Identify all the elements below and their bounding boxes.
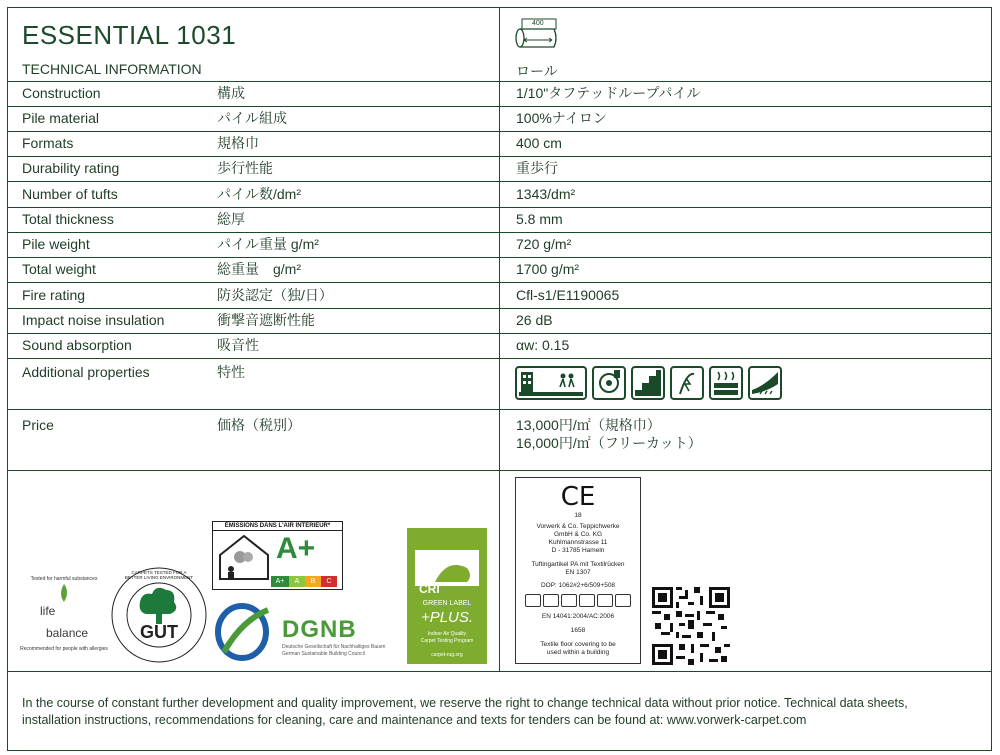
life-balance-bottom-text: Recommended for people with allergies — [20, 646, 108, 652]
scale-c: C — [321, 576, 337, 587]
row-label-en: Total weight — [22, 261, 96, 277]
row-value: 400 cm — [516, 135, 562, 151]
stairs-icon — [631, 366, 665, 400]
cri-logo-text: CRI — [419, 582, 440, 596]
ce-performance-icons — [516, 594, 640, 607]
ce-norm: EN 14041:2004/AC:2006 — [541, 613, 615, 620]
gut-text: GUT — [140, 622, 178, 642]
row-value: 1/10"タフテッドループパイル — [516, 85, 701, 101]
section-subtitle: TECHNICAL INFORMATION — [22, 61, 202, 77]
cri-plus-text: +PLUS. — [420, 609, 474, 626]
row-label-en: Pile material — [22, 110, 100, 126]
row-label-ja: 吸音性 — [217, 337, 259, 353]
row-value: 720 g/m² — [516, 236, 572, 252]
ce-usage1: Textile floor covering to be — [540, 641, 616, 648]
divider — [7, 81, 992, 82]
scale-a-plus: A+ — [271, 576, 289, 587]
ce-dop: DOP: 1062#2+6/509+508 — [540, 582, 616, 589]
price-row — [7, 417, 992, 451]
table-row — [7, 261, 992, 286]
table-row — [7, 287, 992, 312]
row-label-ja: 歩行性能 — [217, 160, 273, 176]
mini-icon — [597, 594, 613, 607]
ce-company2: GmbH & Co. KG — [553, 531, 603, 538]
cri-sub1: Indoor Air Quality — [427, 631, 467, 637]
divider — [7, 470, 992, 471]
row-value: 100%ナイロン — [516, 110, 607, 126]
mini-icon — [579, 594, 595, 607]
row-value: 重歩行 — [516, 160, 558, 176]
cri-sub2: Carpet Testing Program — [420, 638, 474, 644]
row-label-ja: 防炎認定（独/日） — [217, 287, 333, 303]
row-value: 5.8 mm — [516, 211, 563, 227]
row-label-ja: 価格（税別） — [217, 417, 301, 433]
row-label-ja: 衝撃音遮断性能 — [217, 312, 315, 328]
table-row — [7, 236, 992, 261]
table-row — [7, 211, 992, 236]
row-label-en: Impact noise insulation — [22, 312, 165, 328]
gut-seal — [110, 566, 208, 664]
roll-width-icon — [514, 16, 560, 50]
mini-icon — [543, 594, 559, 607]
row-label-ja: 総重量 g/m² — [217, 261, 301, 277]
ce-mark: CE — [560, 482, 596, 512]
castor-chair-icon — [592, 366, 626, 400]
table-row — [7, 110, 992, 135]
ce-usage2: used within a building — [546, 649, 610, 656]
qr-code — [652, 587, 730, 665]
cri-url: carpet-rug.org — [431, 652, 463, 658]
row-label-en: Formats — [22, 135, 74, 151]
cri-green-text: GREEN LABEL — [422, 600, 472, 607]
table-row — [7, 85, 992, 110]
dgnb-ring-icon — [212, 600, 276, 664]
footer-disclaimer — [22, 695, 987, 729]
row-value: αw: 0.15 — [516, 337, 570, 353]
row-label-en: Construction — [22, 85, 101, 101]
underfloor-heating-icon — [709, 366, 743, 400]
gut-ring-text: CARPETS TESTED FOR A BETTER LIVING ENVIRONMENT — [124, 570, 194, 580]
dgnb-logo — [212, 600, 402, 664]
life-balance-seal — [18, 566, 110, 662]
price-cut-length: 16,000円/㎡（フリーカット） — [516, 435, 702, 451]
row-label-en: Additional properties — [22, 364, 150, 380]
mini-icon — [615, 594, 631, 607]
row-value: Cfl-s1/E1190065 — [516, 287, 620, 303]
ce-product1: Tuftingartikel PA mit Textilrücken — [531, 561, 625, 568]
ce-company1: Vorwerk & Co. Teppichwerke — [536, 523, 620, 530]
ce-city: D - 31785 Hameln — [551, 547, 605, 554]
footer-line-2: installation instructions, recommendations for cleaning, care and maintenance and texts for tenders can be found at: www.vorwerk-carpet.com — [22, 713, 807, 727]
row-label-en: Total thickness — [22, 211, 114, 227]
table-row — [7, 160, 992, 185]
ce-product2: EN 1307 — [565, 569, 591, 576]
mini-icon — [561, 594, 577, 607]
row-label-ja: 特性 — [217, 364, 245, 380]
row-label-ja: パイル組成 — [217, 110, 287, 126]
divider — [7, 409, 992, 410]
scale-b: B — [305, 576, 321, 587]
emissions-label — [212, 521, 343, 590]
property-icons — [515, 366, 782, 400]
ce-number: 1658 — [570, 627, 586, 634]
row-label-en: Number of tufts — [22, 186, 118, 202]
life-text: life — [40, 604, 56, 618]
office-heavy-use-icon — [515, 366, 587, 400]
cri-green-label — [407, 528, 487, 664]
table-row — [7, 186, 992, 211]
row-value: 1343/dm² — [516, 186, 576, 202]
row-label-ja: 構成 — [217, 85, 245, 101]
row-label-en: Sound absorption — [22, 337, 132, 353]
row-label-ja: 総厚 — [217, 211, 245, 227]
house-icon — [216, 533, 272, 581]
roll-width-value: 400 — [532, 20, 544, 27]
row-label-en: Durability rating — [22, 160, 120, 176]
product-title: ESSENTIAL 1031 — [22, 20, 237, 50]
price-cut-width: 13,000円/㎡（規格巾） — [516, 417, 661, 433]
row-label-ja: 規格巾 — [217, 135, 259, 151]
fire-rated-icon — [748, 366, 782, 400]
row-label-ja: パイル重量 g/m² — [217, 236, 319, 252]
balance-text: balance — [46, 626, 89, 640]
ce-street: Kuhlmannstrasse 11 — [548, 539, 608, 546]
row-label-en: Fire rating — [22, 287, 86, 303]
emissions-grade: A+ — [276, 532, 316, 565]
dgnb-sub-en: German Sustainable Building Council — [282, 651, 365, 657]
emissions-title: ÉMISSIONS DANS L'AIR INTÉRIEUR* — [213, 522, 342, 531]
additional-properties-row — [7, 364, 992, 389]
divider — [7, 671, 992, 672]
dgnb-text: DGNB — [282, 616, 357, 643]
mini-icon — [525, 594, 541, 607]
row-value: 1700 g/m² — [516, 261, 580, 277]
row-label-en: Price — [22, 417, 54, 433]
dgnb-sub-de: Deutsche Gesellschaft für Nachhaltiges Bauen — [282, 644, 386, 650]
footer-line-1: In the course of constant further development and quality improvement, we reserve the right to change technical data without prior notice. Technical data sheets, — [22, 696, 908, 710]
scale-a: A — [289, 576, 305, 587]
ce-year: 18 — [574, 512, 582, 519]
antistatic-icon — [670, 366, 704, 400]
life-balance-top-text: Tested for harmful substances — [30, 576, 98, 582]
table-row — [7, 312, 992, 337]
row-label-en: Pile weight — [22, 236, 90, 252]
row-label-ja: パイル数/dm² — [217, 186, 301, 202]
roll-label: ロール — [516, 63, 558, 79]
table-row — [7, 135, 992, 160]
emissions-scale — [271, 576, 337, 587]
ce-label-card — [515, 477, 641, 664]
row-value: 26 dB — [516, 312, 553, 328]
table-row — [7, 337, 992, 362]
